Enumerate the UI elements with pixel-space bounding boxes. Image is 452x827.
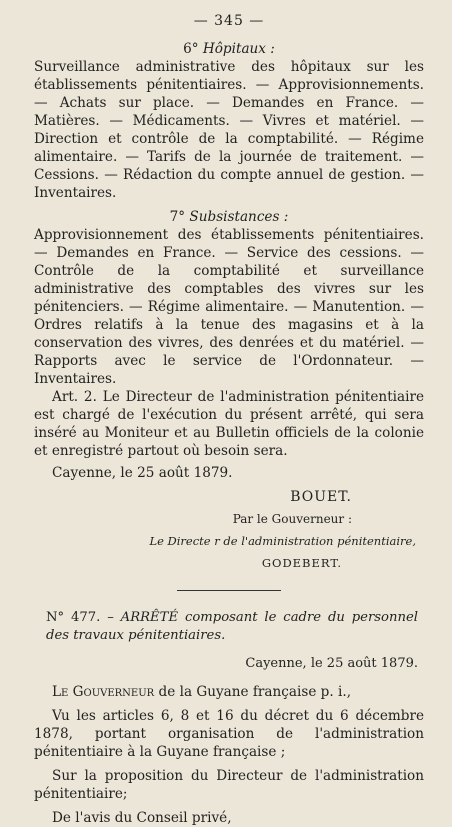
governor-rest: de la Guyane française p. i.,: [154, 684, 352, 700]
signature-place-date: Cayenne, le 25 août 1879.: [52, 465, 233, 481]
section-number: 6°: [183, 41, 199, 57]
arrete-heading: [34, 609, 424, 645]
subsistances-paragraph: Approvisionnement des établissements pénitentiaires. — Demandes en France. — Service des cessions. — Contrôle de la comptabilité et surveillance administrative des comptables des vivres sur les pénitenciers. — Régime alimentaire. — Manutention. — Ordres relatifs à la tenue des magasins et à la conservation des vivres, des denrées et du matériel. — Rapports avec le service de l'Ordonnateur. — Inventaires.: [34, 227, 424, 387]
governor-title: Le Gouverneur: [52, 684, 155, 700]
article-2-paragraph: Art. 2. Le Directeur de l'administration pénitentiaire est chargé de l'exécution du présent arrêté, qui sera inséré au Moniteur et au Bulletin officiels de la colonie et enregistré partout où besoin sera.: [34, 389, 424, 459]
cosignatory-name: GODEBERT.: [261, 556, 342, 570]
arrete-dash: –: [107, 610, 114, 625]
hopitaux-paragraph: Surveillance administrative des hôpitaux sur les établissements pénitentiaires. — Approvisionnements. — Achats sur place. — Demandes en France. — Matières. — Médicaments. — Vivres et matériel. — Direction et contrôle de la comptabilité. — Régime alimentaire. — Tarifs de la journée de traitement. — Cessions. — Rédaction du compte annuel de gestion. — Inventaires.: [34, 59, 424, 201]
governor-line: [34, 683, 424, 701]
section-heading-subsistances: [34, 208, 424, 226]
signatory-par: Par le Gouverneur :: [232, 512, 352, 526]
cosignatory-role: Le Directe r de l'administration pénitentiaire,: [149, 534, 416, 548]
avis-paragraph: De l'avis du Conseil privé,: [52, 810, 232, 826]
arrete-number: N° 477.: [46, 610, 101, 625]
signatory-name: BOUET.: [290, 489, 352, 505]
section-divider: [177, 590, 281, 591]
section-title: Hôpitaux :: [202, 41, 275, 57]
arrete-date-line: Cayenne, le 25 août 1879.: [245, 656, 418, 671]
sur-paragraph: Sur la proposition du Directeur de l'administration pénitentiaire;: [34, 768, 424, 802]
section-heading-hopitaux: [34, 40, 424, 58]
page-number: — 345 —: [193, 13, 265, 29]
section-title: Subsistances :: [189, 209, 289, 225]
section-number: 7°: [169, 209, 186, 225]
vu-paragraph: Vu les articles 6, 8 et 16 du décret du 6 décembre 1878, portant organisation de l'administration pénitentiaire à la Guyane française ;: [34, 708, 424, 760]
arrete-title: ARRÊTÉ composant le cadre du personnel des travaux pénitentiaires.: [46, 610, 418, 643]
